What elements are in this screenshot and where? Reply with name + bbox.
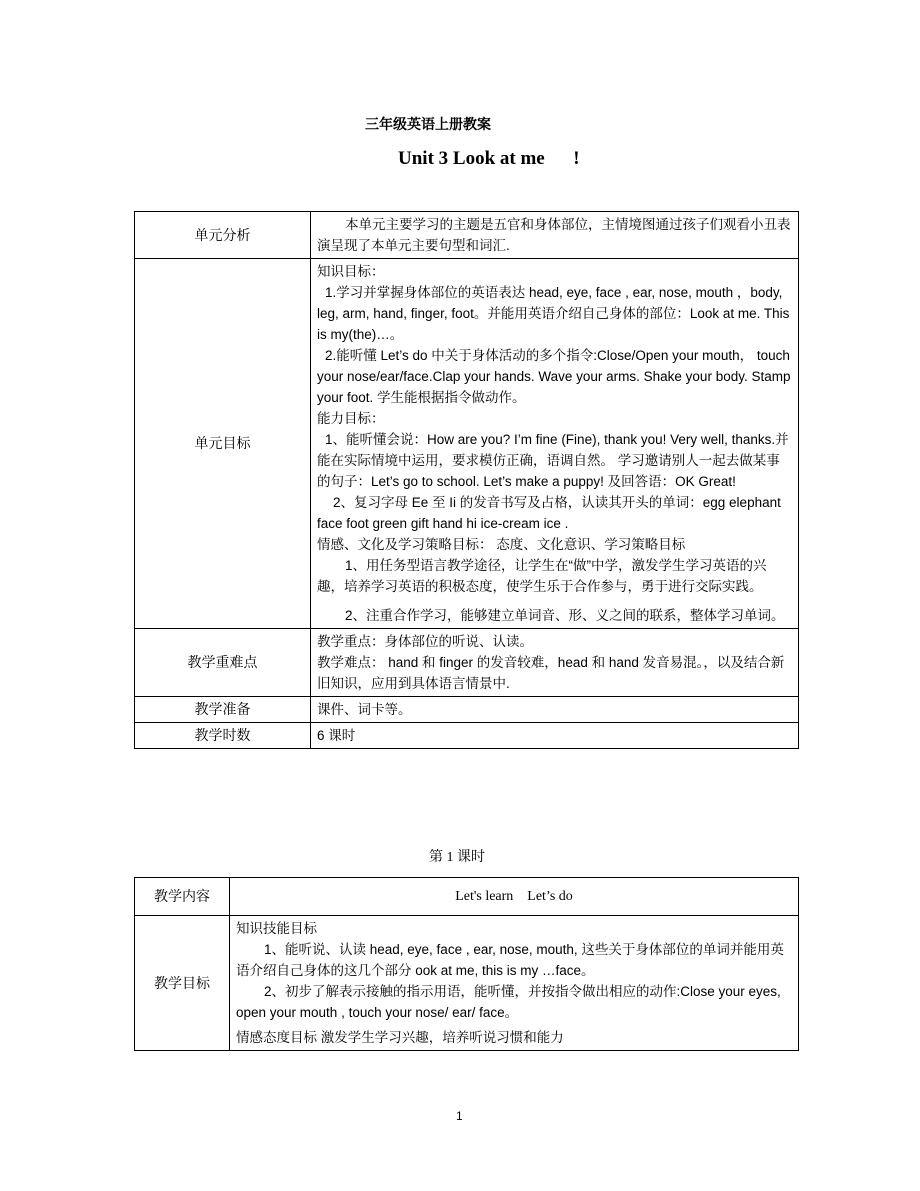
ability-goal-2: 2、复习字母 Ee 至 Ii 的发音书写及占格，认读其开头的单词：egg elephant face foot green gift hand hi ice-cream ice . (317, 495, 781, 531)
key-points-cell (311, 629, 799, 697)
content-text: Let's learn Let’s do (230, 878, 799, 916)
table-row-hours (135, 723, 799, 749)
document-title: 三年级英语上册教案 (365, 116, 491, 132)
lesson-goal-label: 教学目标 (135, 916, 230, 1051)
analysis-cell (311, 212, 799, 259)
knowledge-goal-1: 1.学习并掌握身体部位的英语表达 head, eye, face , ear, nose, mouth ，body, leg, arm, hand, finger, foot。并能用英语介绍自己身体的部位：Look at me. This is my(the)…。 (317, 285, 790, 342)
table-row-content (135, 878, 799, 916)
lesson-table (134, 877, 799, 1051)
table-row-analysis (135, 212, 799, 259)
lesson-goal-heading: 知识技能目标 (236, 921, 317, 936)
lesson-goals-cell (230, 916, 799, 1051)
ability-goal-heading: 能力目标： (317, 411, 385, 426)
hours-label: 教学时数 (135, 723, 311, 749)
table-row-preparation (135, 697, 799, 723)
emotion-goal-1: 1、用任务型语言教学途径，让学生在“做”中学，激发学生学习英语的兴趣，培养学习英语的积极态度，使学生乐于合作参与，勇于进行交际实践。 (317, 558, 767, 594)
unit-title: Unit 3 Look at me ! (398, 148, 580, 169)
analysis-label: 单元分析 (135, 212, 311, 259)
key-point-difficulty: 教学难点： hand 和 finger 的发音较难，head 和 hand 发音易混。，以及结合新旧知识，应用到具体语言情景中. (317, 655, 785, 691)
lesson-goal-1: 1、能听说、认读 head, eye, face , ear, nose, mouth, 这些关于身体部位的单词并能用英语介绍自己身体的这几个部分 ook at me, this is my …face。 (236, 942, 784, 978)
table-row-goals (135, 259, 799, 629)
hours-text: 6 课时 (311, 723, 799, 749)
lesson-goal-2: 2、初步了解表示接触的指示用语，能听懂，并按指令做出相应的动作:Close your eyes, open your mouth , touch your nose/ ear/ face。 (236, 984, 781, 1020)
goals-cell (311, 259, 799, 629)
emotion-goal-heading: 情感、文化及学习策略目标： 态度、文化意识、学习策略目标 (317, 537, 686, 552)
key-points-label: 教学重难点 (135, 629, 311, 697)
knowledge-goal-heading: 知识目标： (317, 264, 385, 279)
content-label: 教学内容 (135, 878, 230, 916)
unit-overview-table (134, 211, 799, 749)
lesson-goal-emotion: 情感态度目标 激发学生学习兴趣，培养听说习惯和能力 (236, 1030, 564, 1045)
ability-goal-1: 1、能听懂会说：How are you? I’m fine (Fine), thank you! Very well, thanks.并能在实际情境中运用，要求模仿正确，语调自然。 学习邀请别人一起去做某事的句子：Let’s go to school. Let’s make a puppy! 及回答语：OK Great! (317, 432, 789, 489)
goals-label: 单元目标 (135, 259, 311, 629)
analysis-text: 本单元主要学习的主题是五官和身体部位，主情境图通过孩子们观看小丑表演呈现了本单元主要句型和词汇. (317, 217, 791, 253)
table-row-key-points (135, 629, 799, 697)
emotion-goal-2: 2、注重合作学习，能够建立单词音、形、义之间的联系，整体学习单词。 (345, 608, 785, 623)
preparation-text: 课件、词卡等。 (311, 697, 799, 723)
knowledge-goal-2: 2.能听懂 Let’s do 中关于身体活动的多个指令:Close/Open your mouth， touch your nose/ear/face.Clap your hands. Wave your arms. Shake your body. Stamp your foot. 学生能根据指令做动作。 (317, 348, 791, 405)
page-number: 1 (456, 1109, 463, 1123)
preparation-label: 教学准备 (135, 697, 311, 723)
key-point-focus: 教学重点：身体部位的听说、认读。 (317, 634, 533, 649)
lesson-title: 第 1 课时 (429, 850, 485, 865)
table-row-lesson-goals (135, 916, 799, 1051)
